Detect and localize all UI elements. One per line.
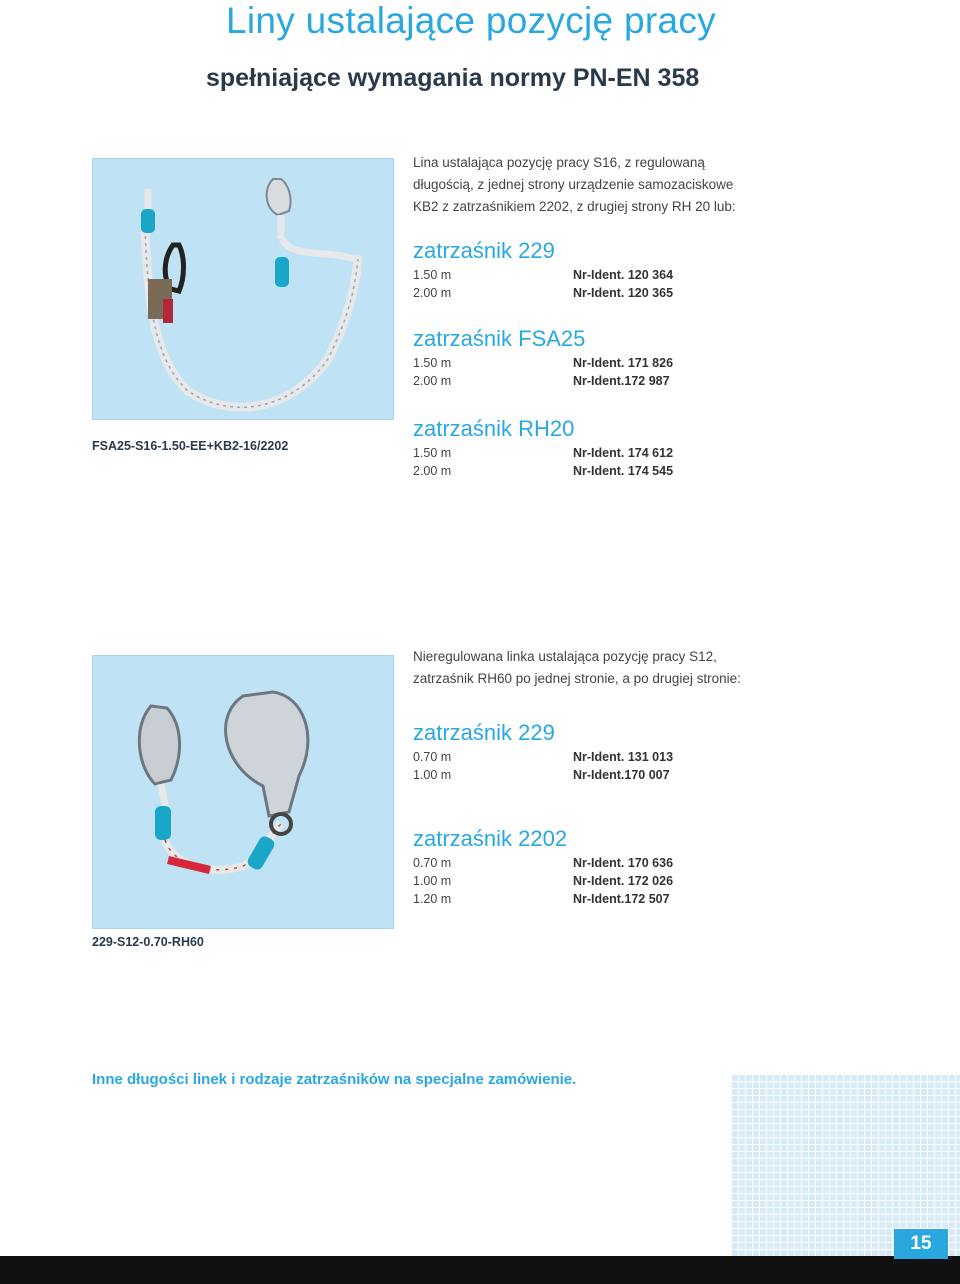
group-heading: zatrzaśnik RH20 xyxy=(413,416,575,441)
description-line: zatrzaśnik RH60 po jednej stronie, a po drugiej stronie: xyxy=(413,671,741,686)
product2-group-2202 xyxy=(413,826,733,908)
description-line: Nieregulowana linka ustalająca pozycję pracy S12, xyxy=(413,649,717,664)
length-value: 1.50 m xyxy=(413,356,452,370)
ident-number: Nr-Ident.172 507 xyxy=(573,892,670,906)
variant-row xyxy=(413,854,733,872)
ident-number: Nr-Ident. 120 364 xyxy=(573,268,674,282)
length-value: 2.00 m xyxy=(413,374,452,388)
group-heading: zatrzaśnik 229 xyxy=(413,238,555,263)
variant-row xyxy=(413,748,733,766)
description-line: Lina ustalająca pozycję pracy S16, z regulowaną xyxy=(413,155,705,170)
ident-number: Nr-Ident. 120 365 xyxy=(573,286,674,300)
ident-number: Nr-Ident. 174 545 xyxy=(573,464,674,478)
length-value: 0.70 m xyxy=(413,750,452,764)
description-line: KB2 z zatrzaśnikiem 2202, z drugiej strony RH 20 lub: xyxy=(413,199,736,214)
group-heading: zatrzaśnik 229 xyxy=(413,720,555,745)
length-value: 2.00 m xyxy=(413,286,452,300)
product2-code: 229-S12-0.70-RH60 xyxy=(92,935,204,949)
variant-row xyxy=(413,372,733,390)
product2-description xyxy=(413,646,741,690)
footer-bar xyxy=(0,1256,960,1284)
product1-group-229 xyxy=(413,238,733,302)
custom-order-note: Inne długości linek i rodzaje zatrzaśników na specjalne zamówienie. xyxy=(92,1071,577,1088)
ident-number: Nr-Ident. 170 636 xyxy=(573,856,674,870)
ident-number: Nr-Ident.172 987 xyxy=(573,374,670,388)
length-value: 1.50 m xyxy=(413,268,452,282)
description-line: długością, z jednej strony urządzenie samozaciskowe xyxy=(413,177,734,192)
ident-number: Nr-Ident. 172 026 xyxy=(573,874,674,888)
variant-row xyxy=(413,462,733,480)
length-value: 1.50 m xyxy=(413,446,452,460)
length-value: 1.00 m xyxy=(413,768,452,782)
group-heading: zatrzaśnik 2202 xyxy=(413,826,568,851)
page-number: 15 xyxy=(894,1229,948,1259)
ident-number: Nr-Ident. 171 826 xyxy=(573,356,674,370)
ident-number: Nr-Ident.170 007 xyxy=(573,768,670,782)
variant-row xyxy=(413,444,733,462)
group-heading: zatrzaśnik FSA25 xyxy=(413,326,586,351)
variant-row xyxy=(413,766,733,784)
length-value: 0.70 m xyxy=(413,856,452,870)
ident-number: Nr-Ident. 131 013 xyxy=(573,750,674,764)
page-title: Liny ustalające pozycję pracy xyxy=(226,0,716,41)
ident-number: Nr-Ident. 174 612 xyxy=(573,446,674,460)
variant-row xyxy=(413,354,733,372)
product1-description xyxy=(413,152,736,218)
length-value: 2.00 m xyxy=(413,464,452,478)
product2-photo xyxy=(92,655,394,929)
product1-code: FSA25-S16-1.50-EE+KB2-16/2202 xyxy=(92,439,289,453)
length-value: 1.00 m xyxy=(413,874,452,888)
product1-group-fsa25 xyxy=(413,326,733,390)
variant-row xyxy=(413,890,733,908)
product2-group-229 xyxy=(413,720,733,784)
length-value: 1.20 m xyxy=(413,892,452,906)
variant-row xyxy=(413,266,733,284)
variant-row xyxy=(413,284,733,302)
variant-row xyxy=(413,872,733,890)
product1-photo xyxy=(92,158,394,420)
product1-group-rh20 xyxy=(413,416,733,480)
page-subtitle: spełniające wymagania normy PN-EN 358 xyxy=(206,64,700,92)
